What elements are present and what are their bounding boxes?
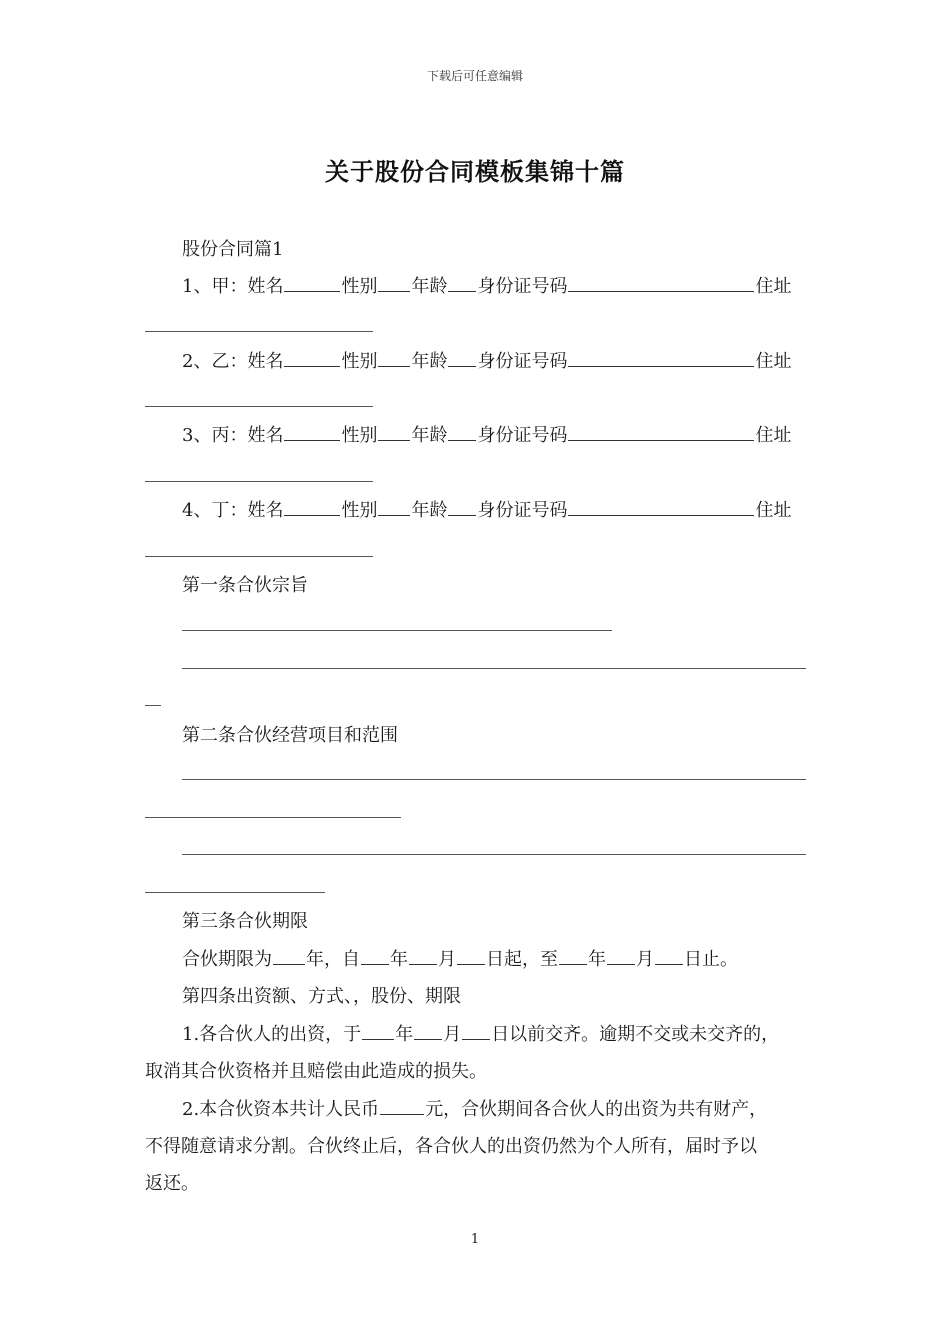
party-line-2: 2、乙：姓名 性别 年龄 身份证号码 住址 — [182, 348, 806, 376]
clause-2-line-2: 不得随意请求分割。合伙终止后，各合伙人的出资仍然为个人所有，届时予以 — [145, 1136, 757, 1157]
blank-line — [182, 668, 806, 669]
page-header: 下载后可任意编辑 — [426, 69, 523, 83]
article-2-heading: 第二条合伙经营项目和范围 — [182, 725, 398, 746]
term-line: 合伙期限为 年，自 年 月 日起，至 年 月 日止。 — [182, 946, 738, 974]
blank-line — [182, 854, 806, 855]
section-heading: 股份合同篇1 — [182, 239, 284, 260]
party-line-4: 4、丁：姓名 性别 年龄 身份证号码 住址 — [182, 497, 806, 525]
blank-line — [145, 892, 325, 893]
page-number: 1 — [470, 1232, 480, 1247]
clause-1-line-2: 取消其合伙资格并且赔偿由此造成的损失。 — [145, 1061, 487, 1082]
clause-1-line-1: 1.各合伙人的出资，于 年 月 日以前交齐。逾期不交或未交齐的， — [182, 1021, 779, 1049]
address-blank — [145, 556, 373, 557]
blank-line — [145, 705, 161, 706]
address-blank — [145, 331, 373, 332]
party-line-1: 1、甲：姓名 性别 年龄 身份证号码 住址 — [182, 273, 806, 301]
document-title: 关于股份合同模板集锦十篇 — [325, 157, 625, 186]
blank-line — [145, 817, 401, 818]
party-line-3: 3、丙：姓名 性别 年龄 身份证号码 住址 — [182, 422, 806, 450]
article-4-heading: 第四条出资额、方式、，股份、期限 — [182, 986, 461, 1007]
address-blank — [145, 406, 373, 407]
address-blank — [145, 481, 373, 482]
clause-2-line-3: 返还。 — [145, 1173, 199, 1194]
blank-line — [182, 630, 612, 631]
clause-2-line-1: 2.本合伙资本共计人民币 元，合伙期间各合伙人的出资为共有财产， — [182, 1096, 767, 1124]
article-1-heading: 第一条合伙宗旨 — [182, 575, 308, 596]
article-3-heading: 第三条合伙期限 — [182, 911, 308, 932]
blank-line — [182, 779, 806, 780]
